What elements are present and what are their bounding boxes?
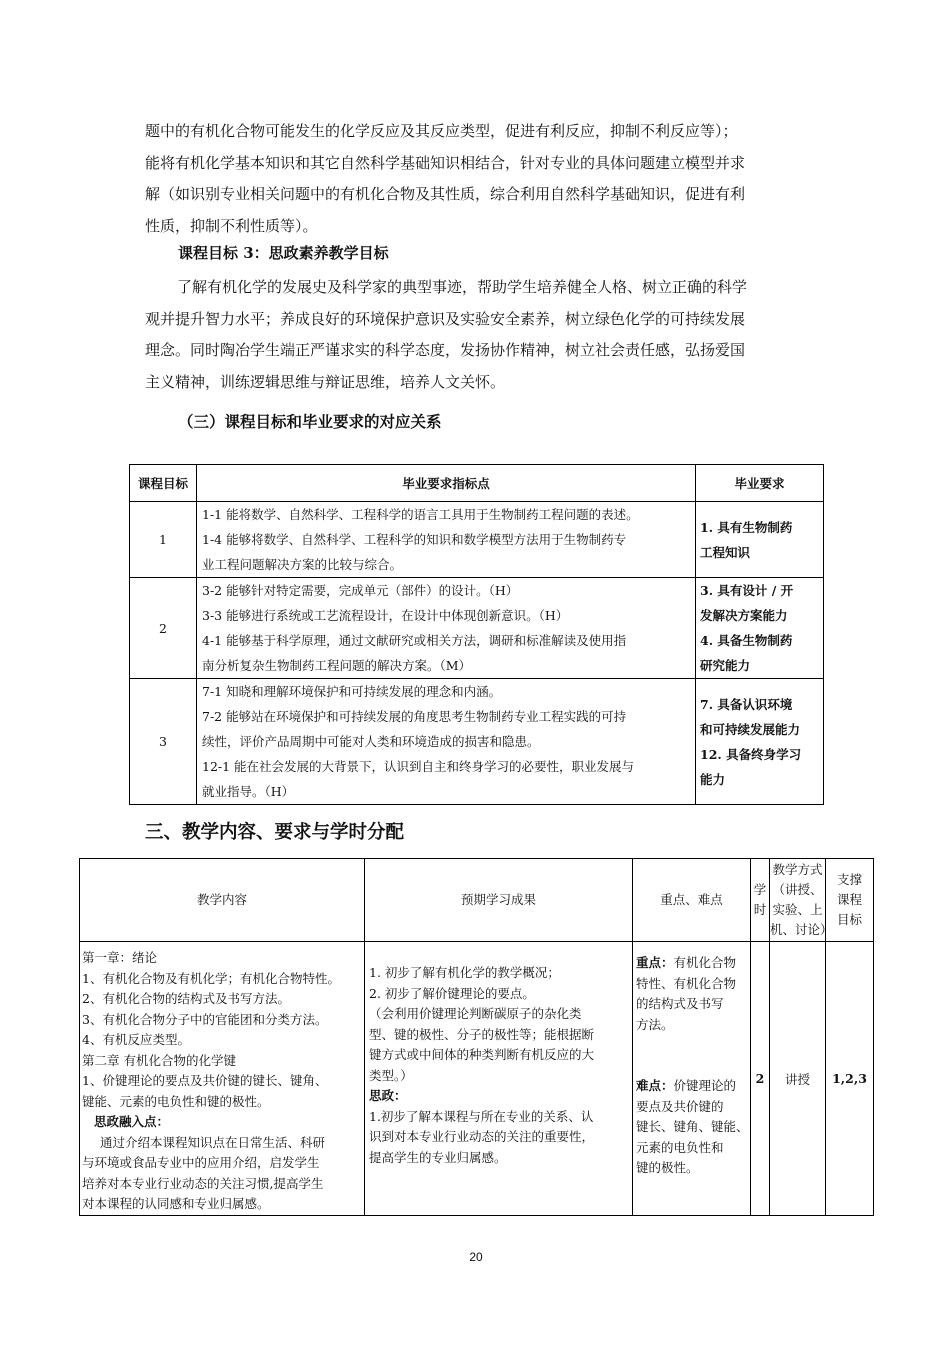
goal3-heading: 课程目标 3：思政素养教学目标 — [178, 244, 389, 262]
difficult-text: 价键理论的 — [673, 1078, 737, 1093]
difficult-line: 键长、键角、键能、 — [636, 1119, 749, 1134]
table-row — [130, 679, 824, 805]
content-line: 键能、元素的电负性和键的极性。 — [82, 1093, 270, 1109]
difficult-line: 要点及共价键的 — [636, 1098, 724, 1114]
header-content: 教学内容 — [80, 859, 365, 942]
indicator-line: 12-1 能在社会发展的大背景下，认识到自主和终身学习的必要性，职业发展与 — [202, 759, 635, 774]
spacer — [636, 1035, 750, 1076]
indicator-line: 续性，评价产品周期中可能对人类和环境造成的损害和隐患。 — [202, 734, 540, 749]
requirement-line: 3. 具有设计 / 开 — [700, 583, 794, 598]
ideology-label: 思政融入点： — [94, 1114, 170, 1129]
header-line: 目标 — [836, 912, 862, 927]
requirement-line: 1. 具有生物制药 — [700, 519, 793, 535]
text-line: 理念。同时陶冶学生端正严谨求实的科学态度，发扬协作精神，树立社会责任感，弘扬爱国 — [145, 341, 746, 359]
goal-cell: 1 — [130, 502, 197, 578]
support-cell: 1,2,3 — [826, 942, 874, 1216]
requirement-line: 4. 具备生物制药 — [700, 633, 793, 648]
content-table — [79, 858, 874, 1216]
content-line: 3、有机化合物分子中的官能团和分类方法。 — [82, 1011, 328, 1027]
outcome-line: 提高学生的专业归属感。 — [369, 1149, 507, 1165]
header-method — [770, 859, 833, 942]
outcome-line: （会利用价键理论判断碳原子的杂化类 — [369, 1006, 582, 1021]
table-row — [130, 578, 824, 679]
requirement-cell — [696, 578, 824, 679]
goal3-paragraph — [145, 272, 815, 398]
header-line: 教学方式 — [772, 862, 823, 877]
requirement-line: 12. 具备终身学习 — [700, 746, 802, 762]
table-header-row — [130, 465, 824, 502]
header-outcome: 预期学习成果 — [365, 859, 633, 942]
key-text: 有机化合物 — [673, 955, 737, 970]
content-line: 1、价键理论的要点及共价键的键长、键角、 — [82, 1073, 328, 1088]
content-line: 4、有机反应类型。 — [82, 1032, 190, 1047]
indicator-line: 1-1 能将数学、自然科学、工程科学的语言工具用于生物制药工程问题的表述。 — [202, 507, 639, 522]
page-number: 20 — [469, 1250, 483, 1264]
difficult-label: 难点： — [636, 1078, 674, 1093]
requirement-line: 能力 — [700, 771, 726, 787]
indicator-line: 南分析复杂生物制药工程问题的解决方案。（M） — [202, 658, 472, 673]
key-label: 重点： — [636, 955, 674, 970]
indicator-line: 7-2 能够站在环境保护和可持续发展的角度思考生物制药专业工程实践的可持 — [202, 709, 627, 724]
text-line: 能将有机化学基本知识和其它自然科学基础知识相结合，针对专业的具体问题建立模型并求 — [145, 153, 746, 172]
outcome-line: 1.初步了解本课程与所在专业的关系、认 — [369, 1108, 594, 1124]
outcome-line: 型、键的极性、分子的极性等；能根据断 — [369, 1026, 595, 1042]
outcome-line: 键方式或中间体的种类判断有机反应的大 — [369, 1047, 595, 1062]
table-row — [130, 502, 824, 578]
header-line: 支撑 — [836, 872, 862, 887]
header-line: 课程 — [836, 892, 862, 907]
section-heading: 三、教学内容、要求与学时分配 — [145, 822, 405, 843]
outcome-cell — [365, 942, 633, 1216]
key-line: 特性、有机化合物 — [636, 975, 737, 991]
ideology-line: 与环境或食品专业中的应用介绍，启发学生 — [82, 1155, 320, 1170]
requirement-line: 和可持续发展能力 — [700, 721, 801, 737]
indicator-line: 4-1 能够基于科学原理，通过文献研究或相关方法，调研和标准解读及使用指 — [202, 633, 627, 648]
requirement-line: 7. 具备认识环境 — [700, 696, 793, 712]
text-line: 性质，抑制不利性质等）。 — [145, 216, 318, 235]
requirement-line: 发解决方案能力 — [700, 608, 788, 623]
content-cell — [80, 942, 365, 1216]
difficult-line — [636, 1076, 750, 1097]
keypoints-cell — [633, 942, 751, 1216]
hours-cell: 2 — [751, 942, 770, 1216]
outcome-ideology-label: 思政： — [369, 1088, 407, 1103]
ideology-line: 通过介绍本课程知识点在日常生活、科研 — [100, 1134, 326, 1150]
requirement-cell — [696, 502, 824, 578]
indicator-line: 3-2 能够针对特定需要，完成单元（部件）的设计。（H） — [202, 583, 519, 598]
ideology-line: 培养对本专业行业动态的关注习惯,提高学生 — [82, 1175, 324, 1191]
table-row — [80, 942, 874, 1216]
indicator-line: 7-1 知晓和理解环境保护和可持续发展的理念和内涵。 — [202, 684, 502, 699]
mapping-table — [129, 464, 824, 805]
indicator-cell — [197, 679, 696, 805]
requirement-line: 工程知识 — [700, 544, 751, 560]
table-header-row — [80, 859, 874, 942]
content-line: 1、有机化合物及有机化学；有机化合物特性。 — [82, 970, 340, 986]
goal-cell: 3 — [130, 679, 197, 805]
difficult-line: 元素的电负性和 — [636, 1139, 724, 1155]
header-requirements: 毕业要求 — [696, 465, 824, 502]
header-line: 时 — [753, 902, 767, 917]
method-cell: 讲授 — [770, 942, 826, 1216]
header-indicators: 毕业要求指标点 — [197, 465, 696, 502]
outcome-line: 识到对本专业行业动态的关注的重要性， — [369, 1129, 595, 1144]
header-keypoints: 重点、难点 — [633, 859, 751, 942]
content-line: 第二章 有机化合物的化学键 — [82, 1052, 236, 1068]
header-goal: 课程目标 — [130, 465, 197, 502]
ideology-line: 对本课程的认同感和专业归属感。 — [82, 1196, 270, 1211]
key-line: 方法。 — [636, 1016, 674, 1032]
key-line — [636, 953, 750, 974]
indicator-cell — [197, 502, 696, 578]
header-line: 学 — [753, 882, 767, 897]
indicator-line: 3-3 能够进行系统或工艺流程设计，在设计中体现创新意识。（H） — [202, 608, 569, 623]
header-line: 实验、上 — [772, 902, 823, 917]
subsection-heading: （三）课程目标和毕业要求的对应关系 — [178, 412, 442, 431]
text-line: 主义精神，训练逻辑思维与辩证思维，培养人文关怀。 — [145, 372, 506, 391]
requirement-line: 研究能力 — [700, 658, 751, 673]
header-line: 机、讨论） — [770, 922, 833, 937]
content-line: 第一章：绪论 — [82, 950, 158, 965]
indicator-cell — [197, 578, 696, 679]
content-line: 2、有机化合物的结构式及书写方法。 — [82, 991, 290, 1006]
outcome-line: 1. 初步了解有机化学的教学概况； — [369, 965, 560, 980]
header-line: （讲授、 — [772, 882, 823, 897]
header-hours — [751, 859, 770, 942]
goal-cell: 2 — [130, 578, 197, 679]
header-support — [826, 859, 874, 942]
outcome-line: 2. 初步了解价键理论的要点。 — [369, 985, 535, 1001]
difficult-line: 键的极性。 — [636, 1160, 699, 1175]
text-line: 了解有机化学的发展史及科学家的典型事迹，帮助学生培养健全人格、树立正确的科学 — [177, 278, 748, 296]
key-line: 的结构式及书写 — [636, 996, 724, 1011]
indicator-line: 业工程问题解决方案的比较与综合。 — [202, 557, 403, 572]
outcome-line: 类型。） — [369, 1067, 413, 1083]
text-line: 观并提升智力水平；养成良好的环境保护意识及实验安全素养，树立绿色化学的可持续发展 — [145, 309, 746, 328]
requirement-cell — [696, 679, 824, 805]
text-line: 解（如识别专业相关问题中的有机化合物及其性质，综合利用自然科学基础知识，促进有利 — [145, 185, 746, 203]
text-line: 题中的有机化合物可能发生的化学反应及其反应类型，促进有利反应，抑制不利反应等）； — [145, 122, 738, 140]
indicator-line: 就业指导。（H） — [202, 784, 295, 799]
intro-paragraph — [145, 116, 815, 242]
indicator-line: 1-4 能够将数学、自然科学、工程科学的知识和数学模型方法用于生物制药专 — [202, 532, 627, 547]
